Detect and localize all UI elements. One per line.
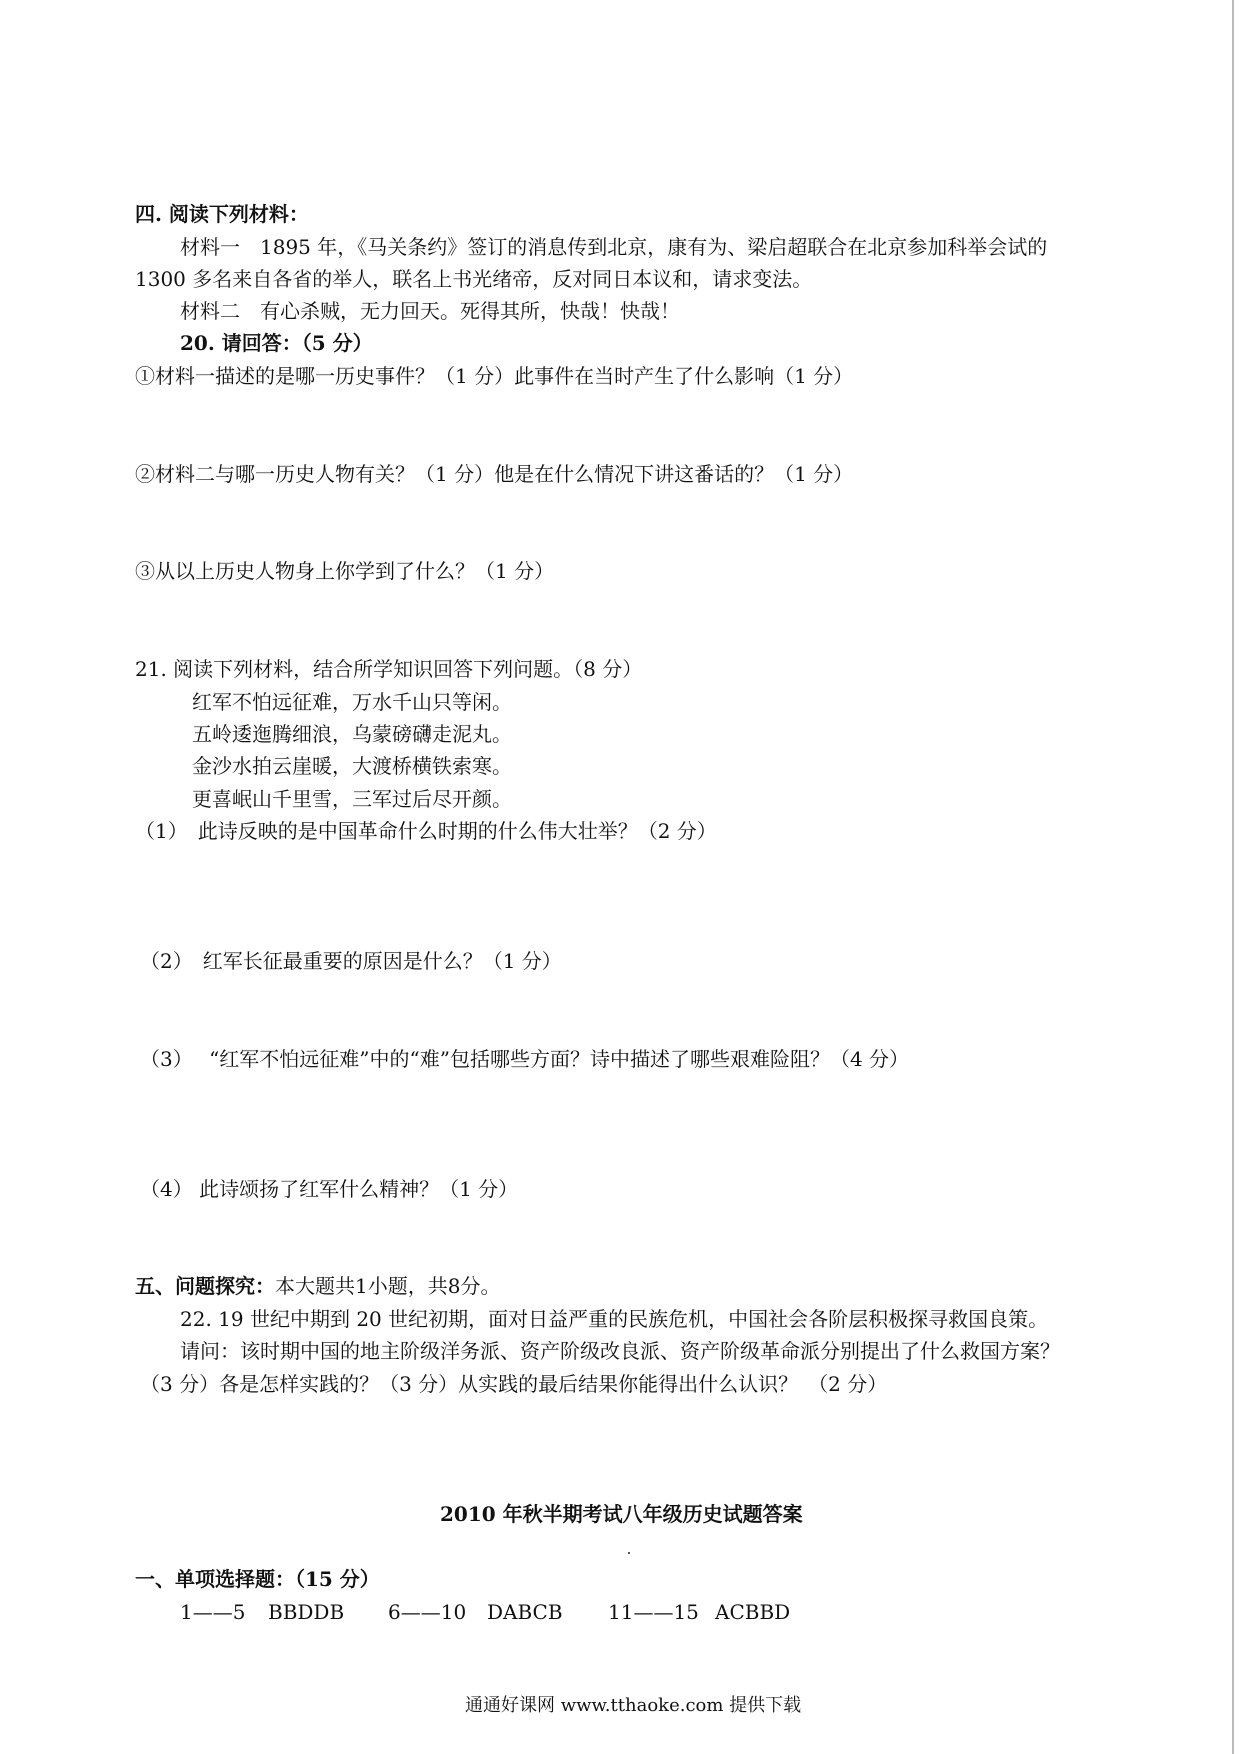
poem-line-3: 金沙水拍云崖暖，大渡桥横铁索寒。	[192, 754, 512, 778]
answer-group-3-range: 11——15	[608, 1600, 699, 1624]
answer-key-title: 2010 年秋半期考试八年级历史试题答案	[440, 1502, 803, 1526]
answer-group-2-answer: DABCB	[487, 1600, 563, 1624]
answer-group-1-range: 1——5	[180, 1600, 246, 1624]
question-21-sub-2: （2） 红军长征最重要的原因是什么？（1 分）	[140, 949, 562, 973]
poem-line-1: 红军不怕远征难，万水千山只等闲。	[192, 690, 512, 714]
poem-line-4: 更喜岷山千里雪，三军过后尽开颜。	[192, 787, 512, 811]
section-5-heading-detail: 本大题共1小题，共8分。	[275, 1274, 501, 1298]
section-5-heading	[135, 1272, 500, 1300]
question-20-part-2: ②材料二与哪一历史人物有关？（1 分）他是在什么情况下讲这番话的？（1 分）	[135, 462, 854, 486]
section-5-heading-label: 五、问题探究：	[135, 1274, 275, 1298]
material-1-line-2: 1300 多名来自各省的举人，联名上书光绪帝，反对同日本议和，请求变法。	[135, 267, 813, 291]
question-20-part-3: ③从以上历史人物身上你学到了什么？（1 分）	[135, 559, 555, 583]
question-21-sub-4: （4） 此诗颂扬了红军什么精神？（1 分）	[140, 1177, 519, 1201]
answer-group-2-range: 6——10	[388, 1600, 467, 1624]
answer-section-1-heading: 一、单项选择题：（15 分）	[135, 1567, 380, 1591]
scan-edge-mark	[1232, 0, 1234, 1754]
answer-group-3-answer: ACBBD	[715, 1600, 791, 1624]
question-22-line-2: 请问：该时期中国的地主阶级洋务派、资产阶级改良派、资产阶级革命派分别提出了什么救国方案？	[180, 1339, 1060, 1363]
question-21-sub-1: （1） 此诗反映的是中国革命什么时期的什么伟大壮举？（2 分）	[135, 819, 717, 843]
footer-source-line: 通通好课网 www.tthaoke.com 提供下载	[465, 1695, 802, 1716]
scan-speck	[628, 1552, 630, 1554]
question-20: 20. 请回答：（5 分）	[180, 331, 373, 355]
answer-group-1-answer: BBDDB	[268, 1600, 345, 1624]
poem-line-2: 五岭逶迤腾细浪，乌蒙磅礴走泥丸。	[192, 722, 512, 746]
question-22-line-3: （3 分）各是怎样实践的？（3 分）从实践的最后结果你能得出什么认识？ （2 分）	[140, 1372, 888, 1396]
question-20-part-1: ①材料一描述的是哪一历史事件？（1 分）此事件在当时产生了什么影响（1 分）	[135, 364, 854, 388]
question-22-line-1: 22. 19 世纪中期到 20 世纪初期，面对日益严重的民族危机，中国社会各阶层积极探寻救国良策。	[180, 1307, 1049, 1331]
material-1-line-1: 材料一 1895 年，《马关条约》签订的消息传到北京，康有为、梁启超联合在北京参加科举会试的	[180, 235, 1048, 259]
question-21-intro: 21. 阅读下列材料，结合所学知识回答下列问题。（8 分）	[135, 657, 643, 681]
section-4-heading: 四. 阅读下列材料：	[135, 202, 309, 226]
question-21-sub-3: （3） “红军不怕远征难”中的“难”包括哪些方面？诗中描述了哪些艰难险阻？（4 分）	[140, 1047, 910, 1071]
material-2: 材料二 有心杀贼，无力回天。死得其所，快哉！快哉！	[180, 299, 680, 323]
